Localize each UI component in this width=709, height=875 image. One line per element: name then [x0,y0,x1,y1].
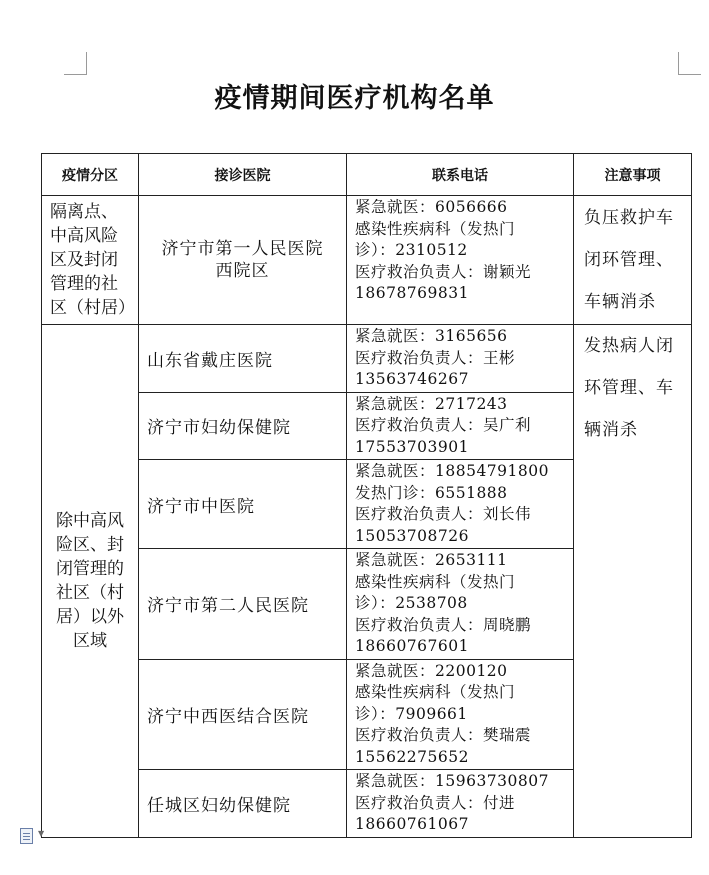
chevron-down-icon[interactable]: ▼ [38,829,45,838]
hospital-cell: 济宁市第二人民医院 [139,549,347,660]
hospital-cell: 济宁中西医结合医院 [139,659,347,770]
document-icon[interactable] [20,828,33,844]
table-row [42,196,692,325]
district-cell: 除中高风 险区、封 闭管理的 社区（村 居）以外 区域 [42,325,139,838]
phone-cell: 紧急就医：3165656 医疗救治负责人：王彬 13563746267 [347,325,574,393]
hospital-cell: 济宁市第一人民医院 西院区 [139,196,347,325]
table-header-row [42,154,692,196]
header-notes: 注意事项 [574,154,692,196]
hospital-table [41,153,692,838]
header-district: 疫情分区 [42,154,139,196]
phone-cell: 紧急就医：18854791800 发热门诊：6551888 医疗救治负责人：刘长伟 15053708726 [347,460,574,549]
hospital-cell: 济宁市妇幼保健院 [139,392,347,460]
phone-cell: 紧急就医：2653111 感染性疾病科（发热门 诊）：2538708 医疗救治负责人：周晓鹏 18660767601 [347,549,574,660]
phone-cell: 紧急就医：2200120 感染性疾病科（发热门 诊）：7909661 医疗救治负责人：樊瑞震 15562275652 [347,659,574,770]
notes-cell: 发热病人闭 环管理、车 辆消杀 [574,325,692,838]
crop-mark-top-right [678,52,701,75]
header-hospital: 接诊医院 [139,154,347,196]
phone-cell: 紧急就医：15963730807 医疗救治负责人：付进 18660761067 [347,770,574,838]
phone-cell: 紧急就医：6056666 感染性疾病科（发热门 诊）：2310512 医疗救治负责人：谢颖光 18678769831 [347,196,574,325]
page-title: 疫情期间医疗机构名单 [214,83,495,114]
crop-mark-top-left [64,52,87,75]
header-phone: 联系电话 [347,154,574,196]
table-row [42,325,692,393]
district-cell: 隔离点、 中高风险 区及封闭 管理的社 区（村居） [42,196,139,325]
notes-cell: 负压救护车 闭环管理、 车辆消杀 [574,196,692,325]
hospital-cell: 山东省戴庄医院 [139,325,347,393]
hospital-cell: 济宁市中医院 [139,460,347,549]
hospital-cell: 任城区妇幼保健院 [139,770,347,838]
phone-cell: 紧急就医：2717243 医疗救治负责人：吴广利 17553703901 [347,392,574,460]
